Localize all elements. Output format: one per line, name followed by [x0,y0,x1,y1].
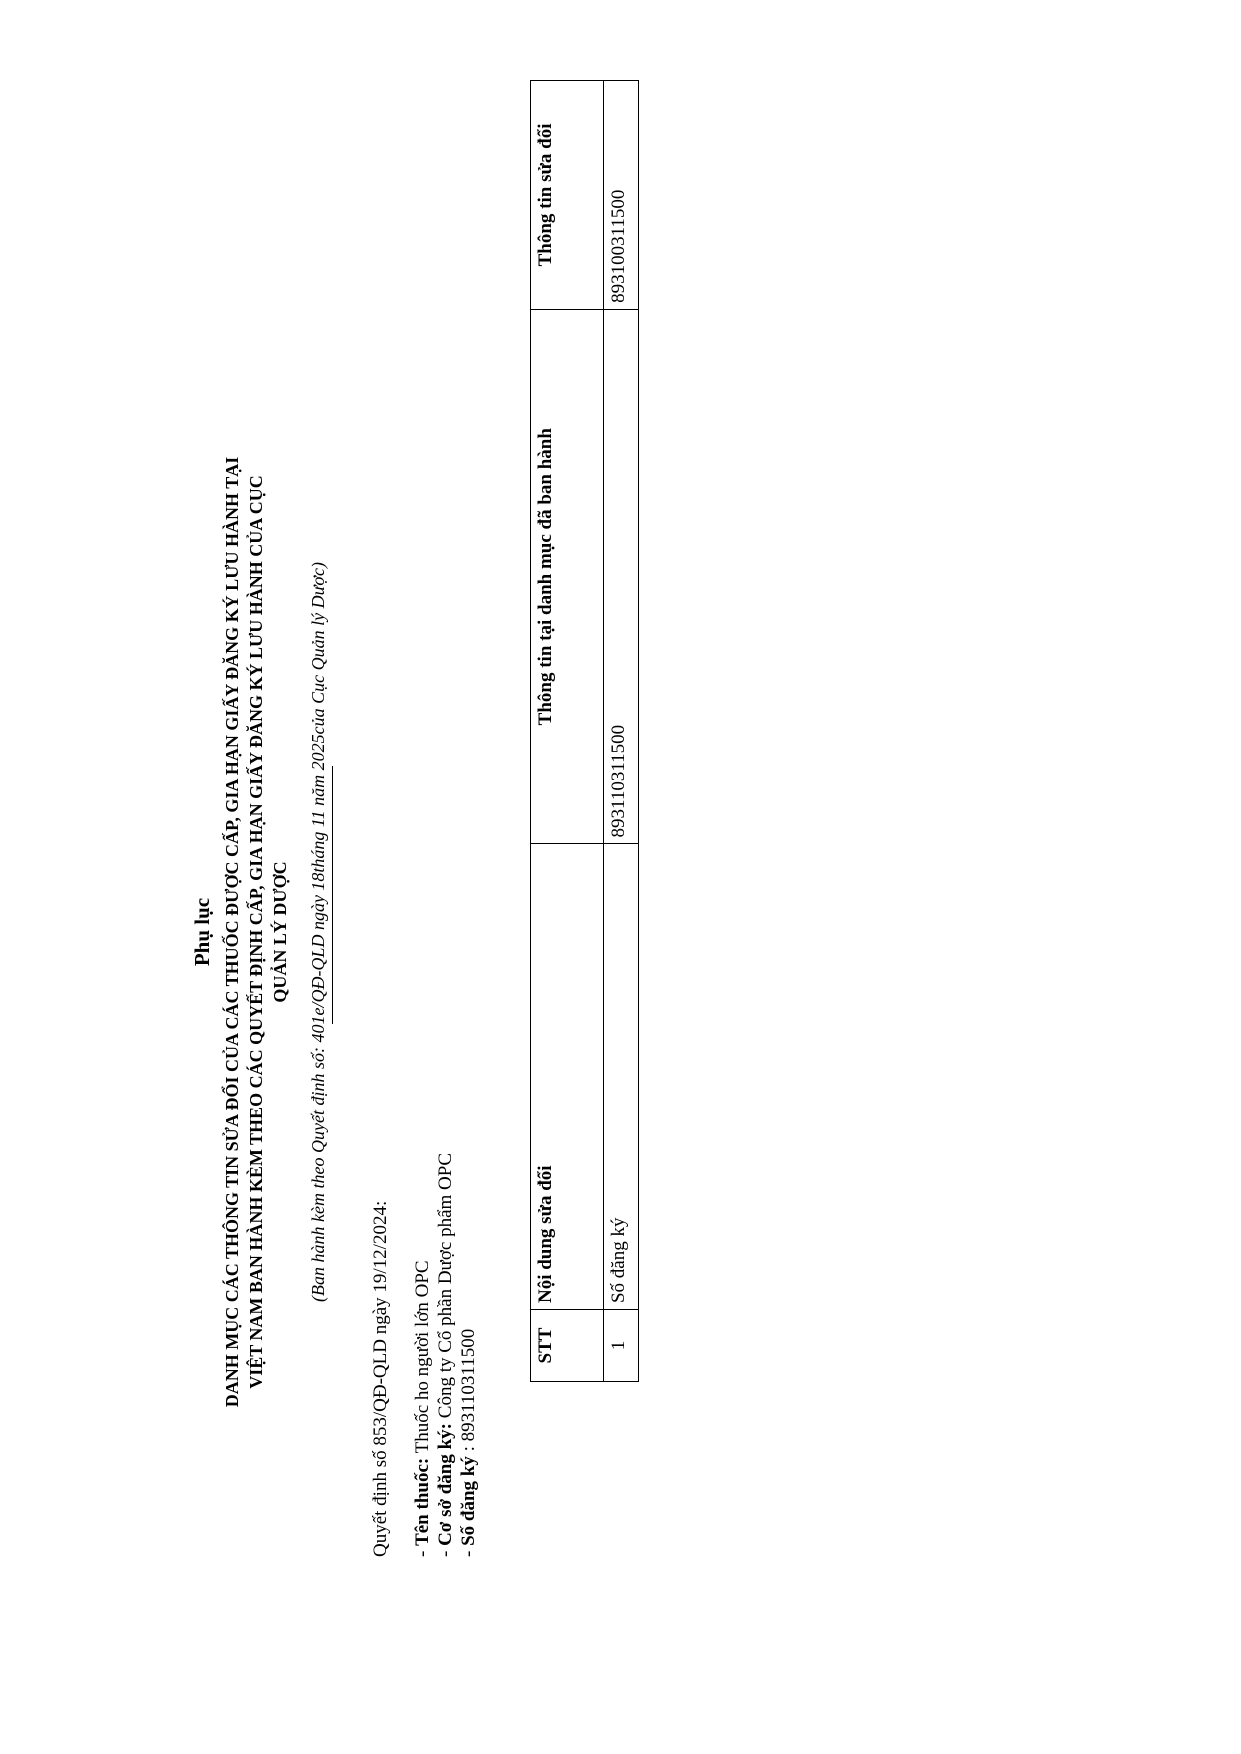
heading-line: VIỆT NAM BAN HÀNH KÈM THEO CÁC QUYẾT ĐỊNH CẤP, GIA HẠN GIẤY ĐĂNG KÝ LƯU HÀNH CỦA CỤC [246,475,266,1389]
changes-table [530,80,639,1382]
table-header-row [531,81,604,1382]
registrant-value: Công ty Cổ phần Dược phẩm OPC [435,1153,456,1423]
heading-line: DANH MỤC CÁC THÔNG TIN SỬA ĐỔI CỦA CÁC THUỐC ĐƯỢC CẤP, GIA HẠN GIẤY ĐĂNG KÝ LƯU HÀNH TẠI [222,456,242,1408]
registrant-line: - Cơ sở đăng ký: Công ty Cổ phần Dược phẩm OPC [435,1153,456,1557]
document-title: Phụ lục [190,897,214,967]
subtitle-divider [332,766,333,1024]
registration-number-line: - Số đăng ký : 893110311500 [458,1328,479,1557]
cell-change-content: Số đăng ký [604,844,639,1310]
header-change-content: Nội dung sửa đổi [531,844,604,1310]
registration-number-label: Số đăng ký [458,1456,479,1546]
header-stt: STT [531,1310,604,1382]
drug-name-value: Thuốc ho người lớn OPC [412,1260,433,1458]
drug-name-line: - Tên thuốc: Thuốc ho người lớn OPC [412,1260,433,1557]
cell-stt: 1 [604,1310,639,1382]
document-subtitle: (Ban hành kèm theo Quyết định số: 401e/QĐ-QLD ngày 18tháng 11 năm 2025của Cục Quản lý Dược) [308,562,328,1302]
document-page [150,123,670,1602]
decision-reference: Quyết định số 853/QĐ-QLD ngày 19/12/2024: [370,1200,391,1557]
registration-number-value: : 893110311500 [458,1328,479,1457]
cell-revised-info: 893100311500 [604,81,639,310]
heading-line: QUẢN LÝ DƯỢC [270,861,290,1003]
header-revised-info: Thông tin sửa đổi [531,81,604,310]
document-heading [220,322,292,1542]
cell-original-info: 893110311500 [604,309,639,844]
table-row [604,81,639,1382]
registrant-label: Cơ sở đăng ký: [435,1422,456,1546]
header-original-info: Thông tin tại danh mục đã ban hành [531,309,604,844]
drug-name-label: Tên thuốc: [412,1457,433,1546]
